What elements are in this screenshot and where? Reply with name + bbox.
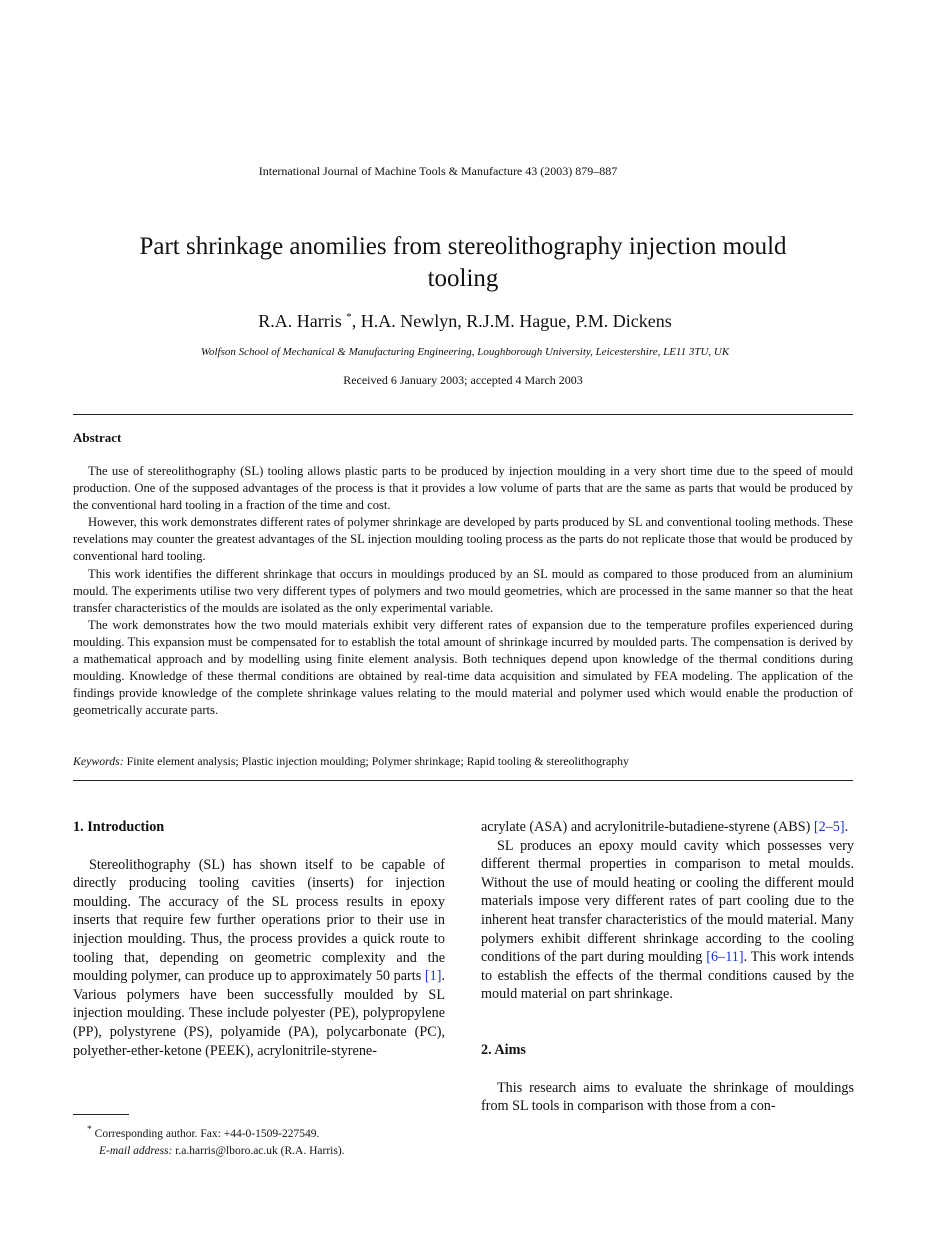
intro-paragraph-1-continued: acrylate (ASA) and acrylonitrile-butadiene-styrene (ABS) [2–5]. xyxy=(481,819,849,835)
abstract-paragraph: The work demonstrates how the two mould materials exhibit very different rates of expansion due to the temperature profiles experienced during moulding. This expansion must be compensated for to establish the total amount of shrinkage incurred by moulded parts. The compensation is derived by a mathematical approach and by modelling using finite element analysis. Both techniques depend upon knowledge of the thermal conditions during moulding. Knowledge of these thermal conditions are obtained by real-time data acquisition and simulated by FEA modeling. The application of the findings provide knowledge of the complete shrinkage values relating to the mould material and polymer used which would enable the production of geometrically accurate parts. xyxy=(73,617,853,718)
title-line-1: Part shrinkage anomilies from stereolithography injection mould xyxy=(139,233,787,260)
abstract-paragraph: However, this work demonstrates different rates of polymer shrinkage are developed by parts produced by SL and conventional tooling methods. These revelations may counter the greatest advantages of the SL injection moulding tooling process as the parts do not replicate those that would be produced by conventional hard tooling. xyxy=(73,515,853,564)
abstract-body xyxy=(73,463,853,719)
keywords-label: Keywords: xyxy=(73,754,124,768)
affiliation: Wolfson School of Mechanical & Manufacturing Engineering, Loughborough University, Leicestershire, LE11 3TU, UK xyxy=(200,346,730,358)
footnote-divider xyxy=(73,1114,129,1115)
footnote-mark: * xyxy=(87,1124,92,1135)
email-address[interactable]: r.a.harris@lboro.ac.uk (R.A. Harris). xyxy=(175,1144,345,1157)
aims-paragraph-1: This research aims to evaluate the shrinkage of mouldings from SL tools in comparison with those from a con- xyxy=(481,1079,854,1115)
top-divider xyxy=(73,414,853,415)
intro-paragraph-2: SL produces an epoxy mould cavity which possesses very different thermal properties in comparison to metal moulds. Without the use of mould heating or cooling the different mould materials impose very different rates of part cooling due to the inherent heat transfer characteristics of the mould material. Many polymers exhibit different shrinkage according to the cooling conditions of the part during moulding [6–11]. This work intends to establish the effects of the thermal conditions caused by the mould material on part shrinkage. xyxy=(481,837,855,1003)
received-dates: Received 6 January 2003; accepted 4 March 2003 xyxy=(343,373,583,387)
journal-citation: International Journal of Machine Tools & Manufacture 43 (2003) 879–887 xyxy=(258,164,618,178)
citation-link[interactable]: [6–11] xyxy=(706,949,744,966)
citation-link[interactable]: [2–5] xyxy=(813,819,845,835)
abstract-paragraph: The use of stereolithography (SL) tooling allows plastic parts to be produced by injection moulding in a very short time due to the speed of mould production. One of the supposed advantages of the process is that it provides a low volume of parts that are the same as parts that would be produced by the conventional hard tooling in a fraction of the time and cost. xyxy=(73,464,853,513)
abstract-heading: Abstract xyxy=(73,430,122,445)
abstract-bottom-divider xyxy=(73,780,853,781)
section-heading-introduction: 1. Introduction xyxy=(73,819,165,835)
authors-rest: , H.A. Newlyn, R.J.M. Hague, P.M. Dickens xyxy=(351,311,672,331)
left-column xyxy=(73,818,445,1060)
footnote-corresponding: * Corresponding author. Fax: +44-0-1509-227549. xyxy=(87,1124,320,1140)
keywords-text: Finite element analysis; Plastic injection moulding; Polymer shrinkage; Rapid tooling & stereolithography xyxy=(126,754,629,768)
keywords xyxy=(73,754,853,769)
footnote-email xyxy=(73,1143,445,1160)
right-column xyxy=(481,818,854,1116)
footnote xyxy=(73,1121,445,1160)
intro-paragraph-1: Stereolithography (SL) has shown itself to be capable of directly producing tooling cavities (inserts) for injection moulding. The accuracy of the SL process results in epoxy inserts that require few further operations prior to their use in injection moulding. Thus, the process provides a quick route to tooling that, depending on geometric complexity and the moulding polymer, can produce up to approximately 50 parts [1]. Various polymers have been successfully moulded by SL injection moulding. These include polyester (PE), polypropylene (PP), polystyrene (PS), polyamide (PA), polycarbonate (PC), polyether-ether-ketone (PEEK), acrylonitrile-styrene- xyxy=(73,856,445,1059)
article-title xyxy=(60,231,866,295)
author-corresponding: R.A. Harris xyxy=(258,311,342,331)
corresponding-mark[interactable]: * xyxy=(346,311,352,323)
section-heading-aims: 2. Aims xyxy=(481,1041,526,1058)
author-list xyxy=(0,311,930,332)
email-label: E-mail address: xyxy=(99,1144,173,1157)
citation-link[interactable]: [1] xyxy=(424,968,442,985)
abstract-paragraph: This work identifies the different shrinkage that occurs in mouldings produced by an SL mould as compared to those produced from an aluminium mould. The experiments utilise two very different types of polymers and two mould geometries, which are processed in the same manner so that the heat transfer characteristics of the moulds are isolated as the only experimental variable. xyxy=(73,566,853,615)
title-line-2: tooling xyxy=(427,265,499,292)
